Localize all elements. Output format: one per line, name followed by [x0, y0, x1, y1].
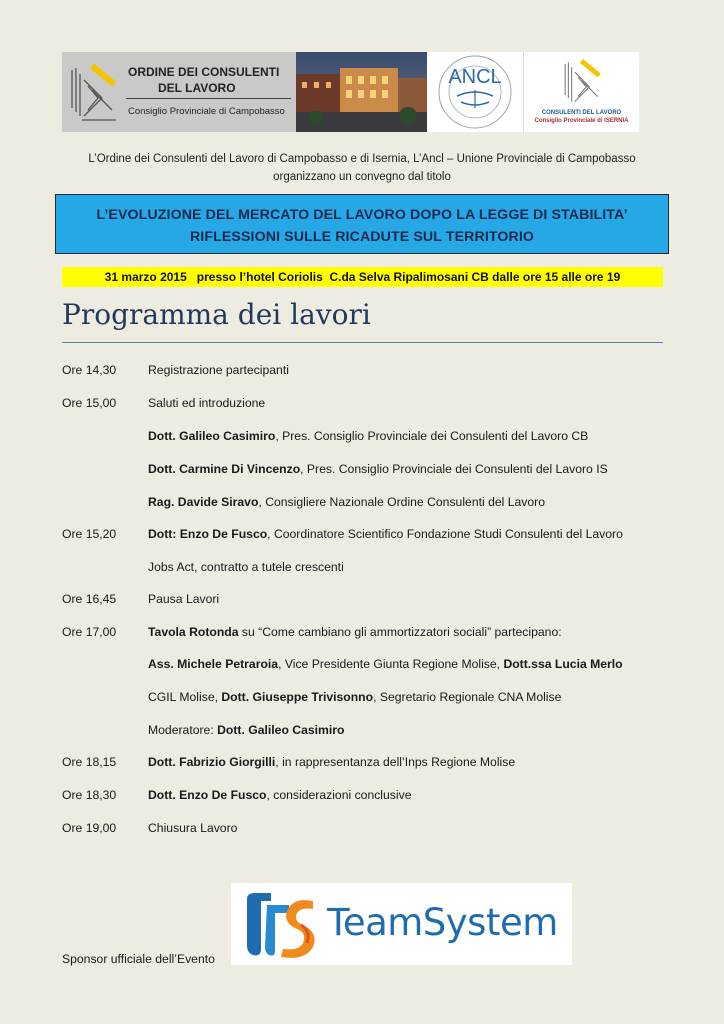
- program-time: Ore 17,00: [62, 625, 117, 639]
- program-time: Ore 15,20: [62, 527, 117, 541]
- conference-title-line-1: L’EVOLUZIONE DEL MERCATO DEL LAVORO DOPO LA LEGGE DI STABILITA’: [96, 207, 628, 223]
- speaker-name: Dott. Giuseppe Trivisonno: [221, 690, 374, 704]
- isernia-line1: CONSULENTI DEL LAVORO: [541, 110, 622, 116]
- ancl-logo-text: ANCL: [448, 66, 502, 88]
- event-date-location: 31 marzo 2015 presso l’hotel Coriolis C.da Selva Ripalimosani CB dalle ore 15 alle ore 19: [62, 267, 663, 287]
- ordine-logo-icon: [68, 60, 120, 124]
- speaker-name: Tavola Rotonda: [148, 625, 239, 639]
- intro-line-2: organizzano un convegno dal titolo: [273, 171, 451, 183]
- speaker-name: Dott. Carmine Di Vincenzo: [148, 462, 301, 476]
- speaker-name: Ass. Michele Petraroia: [148, 657, 279, 671]
- program-text: , Segretario Regionale CNA Molise: [373, 690, 562, 704]
- ordine-title-line2: DEL LAVORO: [158, 81, 236, 95]
- teamsystem-logo: [231, 883, 572, 965]
- program-text: , Vice Presidente Giunta Regione Molise,: [278, 657, 504, 671]
- intro-line-1: L’Ordine dei Consulenti del Lavoro di Campobasso e di Isernia, L’Ancl – Unione Provinciale di Campobasso: [88, 153, 636, 165]
- program-time: Ore 18,15: [62, 755, 117, 769]
- ordine-divider: [126, 98, 291, 100]
- program-time: Ore 18,30: [62, 788, 117, 802]
- program-text: , Pres. Consiglio Provinciale dei Consulenti del Lavoro CB: [275, 429, 589, 443]
- speaker-name: Dott.ssa Lucia Merlo: [503, 657, 623, 671]
- speaker-name: Dott. Galileo Casimiro: [217, 723, 345, 737]
- campobasso-night-photo: [296, 52, 427, 132]
- speaker-name: Dott. Galileo Casimiro: [148, 429, 276, 443]
- program-text: , considerazioni conclusive: [266, 788, 412, 802]
- isernia-logo-block: [523, 52, 639, 132]
- program-time: Ore 16,45: [62, 592, 117, 606]
- teamsystem-mark-icon: [241, 891, 321, 959]
- program-text: Saluti ed introduzione: [148, 396, 266, 410]
- ancl-logo-icon: [427, 52, 523, 132]
- program-text: , in rappresentanza dell’Inps Regione Molise: [275, 755, 516, 769]
- isernia-logo-icon: [558, 56, 608, 108]
- program-heading-rule: [62, 342, 663, 343]
- program-time: Ore 19,00: [62, 821, 117, 835]
- header-banner: [62, 52, 639, 132]
- program-text: Chiusura Lavoro: [148, 821, 238, 835]
- isernia-line2: Consiglio Provinciale di ISERNIA: [534, 118, 629, 124]
- speaker-name: Dott. Fabrizio Giorgilli: [148, 755, 276, 769]
- program-time: Ore 15,00: [62, 396, 117, 410]
- conference-title: [55, 194, 669, 254]
- program-text: Pausa Lavori: [148, 592, 220, 606]
- program-text: Jobs Act, contratto a tutele crescenti: [148, 560, 344, 574]
- speaker-name: Rag. Davide Siravo: [148, 495, 259, 509]
- teamsystem-wordmark: TeamSystem: [327, 901, 558, 944]
- program-text: su “Come cambiano gli ammortizzatori sociali” partecipano:: [238, 625, 562, 639]
- program-text: , Consigliere Nazionale Ordine Consulenti del Lavoro: [258, 495, 545, 509]
- program-text: Moderatore:: [148, 723, 218, 737]
- conference-title-line-2: RIFLESSIONI SULLE RICADUTE SUL TERRITORIO: [189, 229, 535, 245]
- intro-text: [60, 150, 664, 186]
- speaker-name: Dott. Enzo De Fusco: [148, 788, 267, 802]
- ancl-logo-block: [427, 52, 523, 132]
- program-text: , Coordinatore Scientifico Fondazione Studi Consulenti del Lavoro: [267, 527, 623, 541]
- speaker-name: Dott: Enzo De Fusco: [148, 527, 268, 541]
- program-text: , Pres. Consiglio Provinciale dei Consulenti del Lavoro IS: [300, 462, 608, 476]
- program-text: CGIL Molise,: [148, 690, 222, 704]
- sponsor-label: Sponsor ufficiale dell’Evento: [62, 952, 215, 966]
- program-text: Registrazione partecipanti: [148, 363, 289, 377]
- program-time: Ore 14,30: [62, 363, 117, 377]
- ordine-subtitle: Consiglio Provinciale di Campobasso: [128, 106, 285, 117]
- program-heading: Programma dei lavori: [62, 298, 371, 331]
- ordine-title-line1: ORDINE DEI CONSULENTI: [128, 65, 280, 79]
- ordine-logo-block: [62, 52, 296, 132]
